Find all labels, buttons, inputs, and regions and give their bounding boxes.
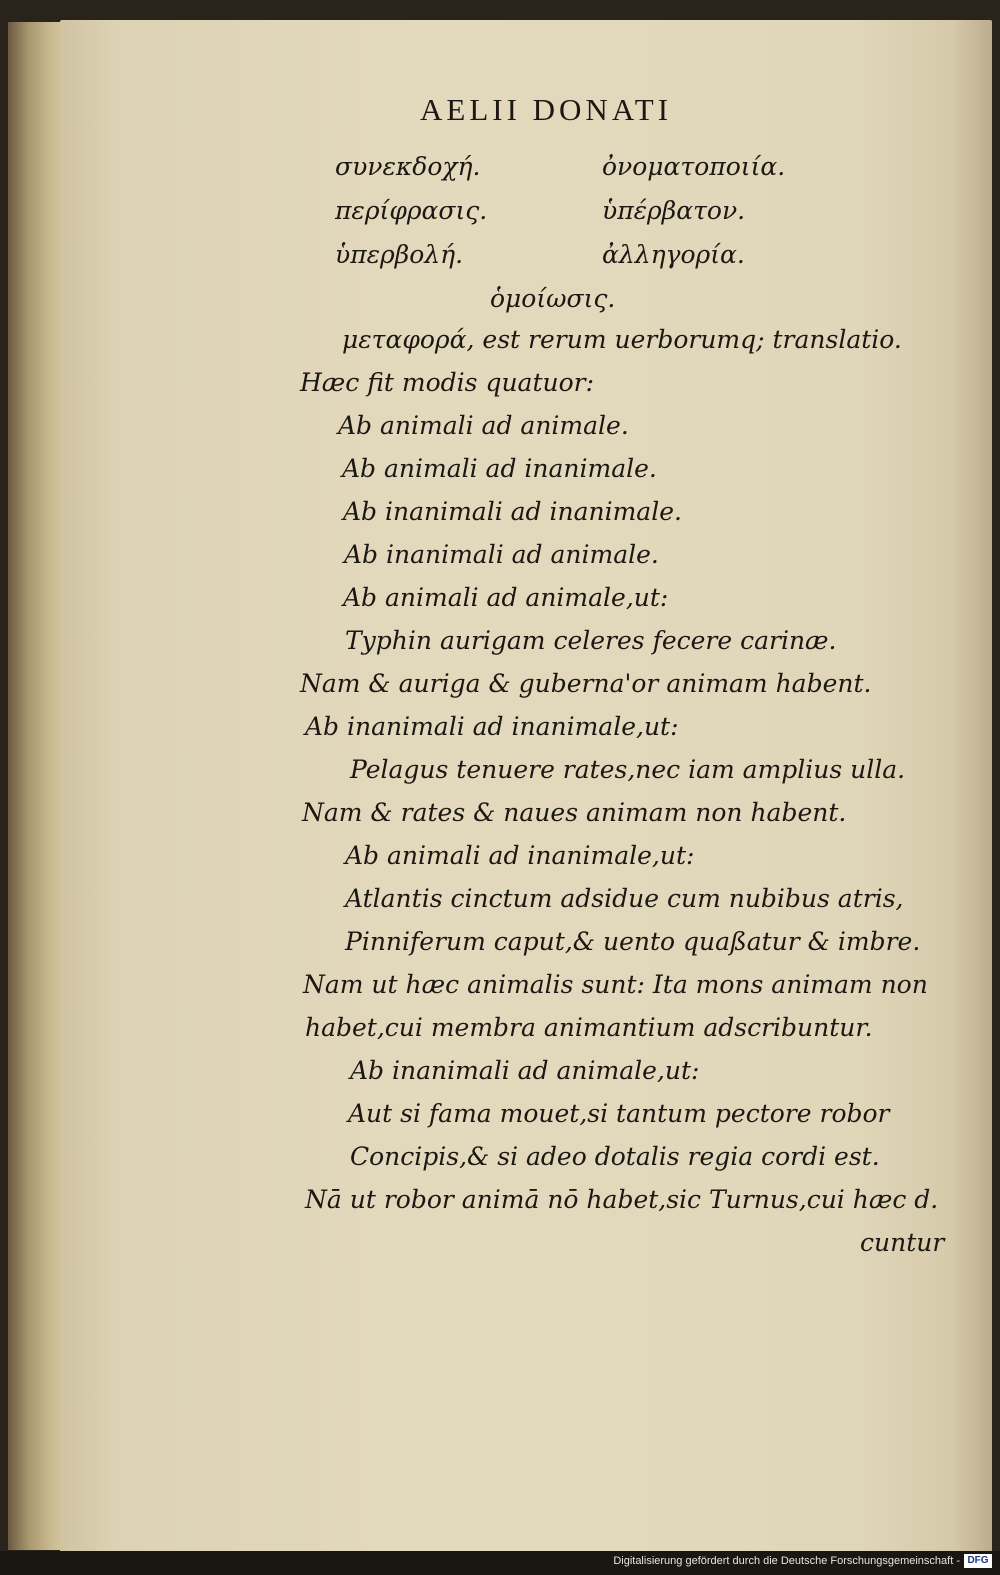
text-line: Ab animali ad inanimale,ut: — [345, 841, 695, 870]
text-line: Ab inanimali ad inanimale. — [343, 497, 682, 526]
text-line: Ab inanimali ad animale. — [344, 540, 659, 569]
text-line: Pelagus tenuere rates,nec iam amplius ulla. — [350, 755, 906, 784]
text-line: Ab inanimali ad animale,ut: — [350, 1056, 700, 1085]
text-line: Nam & rates & naues animam non habent. — [302, 798, 847, 827]
page-edge-binding — [8, 22, 68, 1550]
greek-term: περίφρασις. — [335, 196, 488, 225]
page-header: AELII DONATI — [420, 92, 673, 127]
text-line: Concipis,& si adeo dotalis regia cordi est. — [350, 1142, 880, 1171]
greek-term: ὑπερβολή. — [335, 240, 464, 269]
text-line: Typhin aurigam celeres fecere carinæ. — [345, 626, 837, 655]
text-line: Ab animali ad animale,ut: — [343, 583, 669, 612]
greek-term: ἀλληγορία. — [602, 240, 745, 269]
dfg-logo: DFG — [964, 1554, 992, 1568]
greek-term: ὀνοματοποιία. — [602, 152, 786, 181]
text-line: Aut si fama mouet,si tantum pectore robor — [348, 1099, 890, 1128]
text-line: Ab inanimali ad inanimale,ut: — [305, 712, 679, 741]
text-line: Nam ut hæc animalis sunt: Ita mons animam non — [303, 970, 928, 999]
text-line: Ab animali ad animale. — [338, 411, 629, 440]
page-shadow — [952, 20, 992, 1552]
text-line: μεταφορά, est rerum uerborumq; translatio. — [342, 325, 902, 354]
text-line: Nam & auriga & guberna'or animam habent. — [300, 669, 872, 698]
book-page — [60, 20, 992, 1552]
text-line: habet,cui membra animantium adscribuntur. — [305, 1013, 873, 1042]
greek-term-centered: ὁμοίωσις. — [490, 284, 616, 313]
text-line: Atlantis cinctum adsidue cum nubibus atris, — [345, 884, 904, 913]
greek-term: συνεκδοχή. — [335, 152, 481, 181]
catchword: cuntur — [860, 1228, 945, 1257]
text-line: Hæc fit modis quatuor: — [300, 368, 595, 397]
text-line: Nā ut robor animā nō habet,sic Turnus,cui hæc d. — [305, 1185, 939, 1214]
greek-term: ὑπέρβατον. — [602, 196, 746, 225]
digitization-credit: Digitalisierung gefördert durch die Deutsche Forschungsgemeinschaft - — [613, 1555, 960, 1567]
text-line: Ab animali ad inanimale. — [342, 454, 657, 483]
text-line: Pinniferum caput,& uento quaßatur & imbre. — [345, 927, 921, 956]
